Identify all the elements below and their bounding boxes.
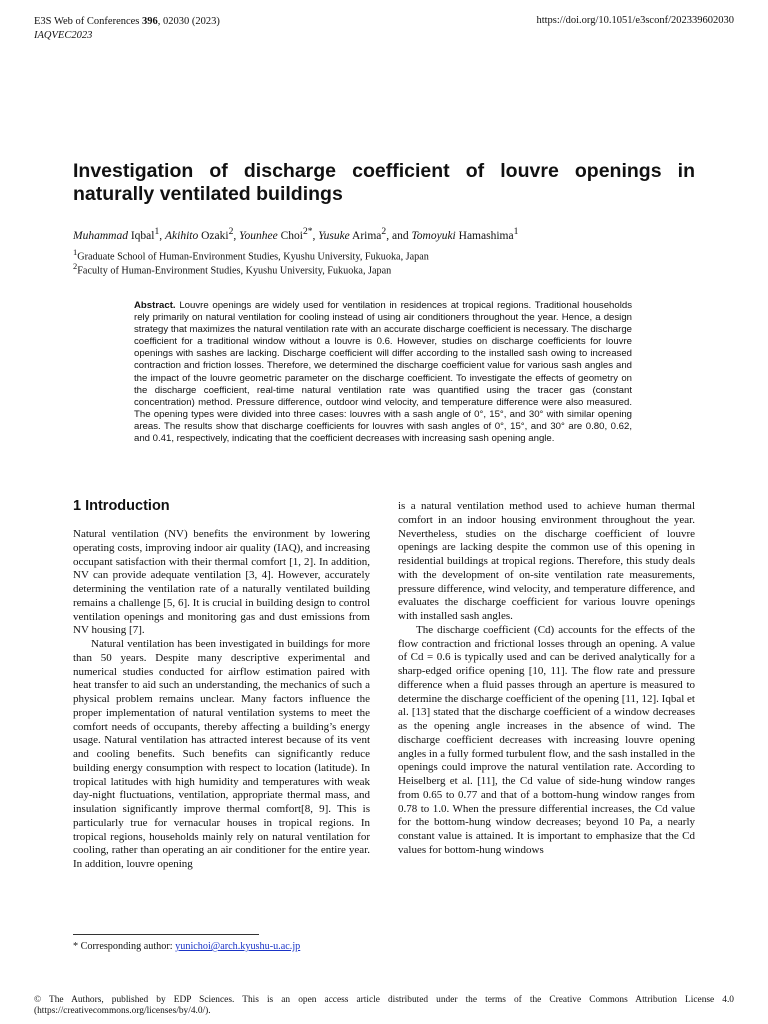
author: Yusuke Arima$^2$, and bbox=[318, 226, 412, 242]
paragraph: is a natural ventilation method used to achieve human thermal comfort in an indoor housing environment throughout the year. Nevertheless, studies on the discharge coefficient of louvre openings are lacking despite the common use of this opening in residential buildings at tropical regions. Therefore, this study deals with the development of on-site ventilation rate measurements, pressure difference, wind velocity, and temperature difference, and evaluates the discharge coefficient for various louvre openings with installed sash angles. bbox=[398, 500, 695, 622]
author: Tomoyuki Hamashima$^1$ bbox=[411, 226, 519, 242]
affiliation-1: $^1$Graduate School of Human-Environment Studies, Kyushu University, Fukuoka, Japan bbox=[73, 247, 429, 263]
paragraph: Natural ventilation (NV) benefits the environment by lowering operating costs, improving indoor air quality (IAQ), and increasing occupant satisfaction with their thermal comfort [1, 2]. In addition, NV can provide adequate ventilation [3, 4]. However, accurately determining the ventilation rate of a naturally ventilated building remains a challenge [5, 6]. It is crucial in building design to control ventilation openings and monitoring gas and dust emissions from NV housing [7]. bbox=[73, 528, 370, 637]
footnote-divider bbox=[73, 934, 259, 935]
paragraph: The discharge coefficient (Cd) accounts for the effects of the flow contraction and frictional losses through an opening. A value of Cd = 0.6 is typically used and can be derived analytically for a sharp-edged orifice opening [10, 11]. The flow rate and pressure difference when a fluid passes through an aperture is measured to determine the discharge coefficient of the opening [11, 12]. Iqbal et al. [13] stated that the discharge coefficient of a window decreases as the opening angle increases in the absence of wind. The discharge coefficient decreases with increasing louvre opening angles in a fully formed turbulent flow, and the sash installed in the openings could improve the natural ventilation rate. According to Heiselberg et al. [11], the Cd value of side-hung window ranges from 0.65 to 0.77 and that of a bottom-hung window ranges from 0.78 to 1.0. When the pressure differential increases, the Cd value for the bottom-hung window decreases; beyond 10 Pa, a nearly constant value is attained. It is important to emphasize that the Cd values for bottom-hung windows bbox=[398, 623, 695, 856]
running-header-left bbox=[34, 15, 220, 43]
author-list bbox=[73, 226, 518, 242]
paragraph: Natural ventilation has been investigated in buildings for more than 50 years. Despite many descriptive experimental and numerical studies conducted for airflow estimation paired with heat transfer to aid such an understanding, the mechanics of such a physical problem remains unclear. Many factors influence the proper implementation of natural ventilation systems to meet the comfort needs of occupants, thereby affecting a building’s energy usage. Natural ventilation has attracted interest because of its vent and cooling benefits. Such benefits can significantly reduce building energy consumption with respect to location (latitude). In tropical latitudes with high humidity and temperatures with weak day-night fluctuations, ventilation, appropriate thermal mass, and insulation significantly improve thermal comfort[8, 9]. This is particularly true for vernacular houses in tropical regions. In tropical regions, households mainly rely on natural ventilation for cooling, rather than operating an air conditioner for the entire year. In addition, louvre opening bbox=[73, 638, 370, 870]
left-column bbox=[73, 528, 370, 872]
email-link[interactable]: yunichoi@arch.kyushu-u.ac.jp bbox=[175, 941, 301, 952]
abstract-label: Abstract. bbox=[134, 300, 176, 311]
abstract bbox=[134, 300, 632, 445]
author: Younhee Choi$^{2*}$, bbox=[239, 226, 319, 242]
paper-title: Investigation of discharge coefficient of louvre openings in naturally ventilated buildings bbox=[73, 160, 695, 205]
conference-name: IAQVEC2023 bbox=[34, 30, 93, 41]
doi-link[interactable]: https://doi.org/10.1051/e3sconf/202339602030 bbox=[536, 15, 734, 26]
section-heading: 1 Introduction bbox=[73, 498, 170, 514]
journal-volume: 396 bbox=[142, 16, 158, 27]
journal-citation: E3S Web of Conferences 396, 02030 (2023) bbox=[34, 16, 220, 27]
footnote: * Corresponding author: yunichoi@arch.kyushu-u.ac.jp bbox=[73, 941, 301, 952]
author: Muhammad Iqbal$^1$, bbox=[73, 226, 166, 242]
license-notice: © The Authors, published by EDP Sciences. This is an open access article distributed under the terms of the Creative Commons Attribution License 4.0 (https://creativecommons.org/licenses/by/4.0/). bbox=[34, 995, 734, 1016]
affiliation-2: $^2$Faculty of Human-Environment Studies, Kyushu University, Fukuoka, Japan bbox=[73, 261, 392, 277]
right-column bbox=[398, 500, 695, 858]
abstract-text: Louvre openings are widely used for ventilation in residences at tropical regions. Traditional households rely primarily on natural ventilation for cooling instead of using air conditioners throughout the year. Hence, a design strategy that maximizes the natural ventilation rate with an accurate discharge coefficient is necessary. The discharge coefficient for a traditional window without a louvre is 0.6. However, studies on discharge coefficients for louvre openings with sashes are lacking. Discharge coefficient will differ according to the installed sash owing to increased contraction and friction losses. Therefore, we determined the discharge coefficient value for various sash angles and the impact of the louvre geometric parameter on the discharge coefficient. To investigate the effects of geometry on the discharge coefficient, real-time natural ventilation rate was quantified using the tracer gas (constant concentration) method. Pressure difference, outdoor wind velocity, and temperature difference were also measured. The opening types were divided into three cases: louvres with a sash angle of 0°, 15°, and 30° with similar opening areas. The results show that discharge coefficients for louvres with sash angles of 0°, 15°, and 30° are 0.80, 0.62, and 0.41, respectively, indicating that the coefficient decreases with increasing sash opening angle. bbox=[134, 300, 632, 445]
author: Akihito Ozaki$^2$, bbox=[165, 226, 240, 242]
